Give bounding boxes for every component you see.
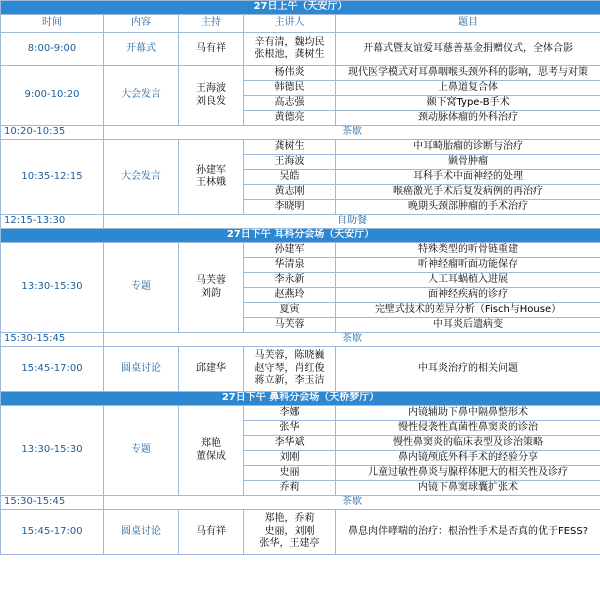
break-row	[1, 496, 600, 510]
session3-host	[179, 243, 244, 333]
break2-time: 15:30-15:45	[1, 333, 104, 347]
topic: 晚期头颈部肿瘤的手术治疗	[336, 200, 600, 215]
session6-speakers	[244, 510, 336, 555]
opening-content: 开幕式	[104, 33, 179, 66]
host-line: 郑艳	[201, 438, 221, 449]
topic: 面神经疾病的诊疗	[336, 288, 600, 303]
banner-ear-title: 27日下午 耳科分会场（天安厅）	[1, 229, 600, 243]
session1-host	[179, 66, 244, 126]
speaker: 吴皓	[244, 170, 336, 185]
topic: 颈动脉体瘤的外科治疗	[336, 111, 600, 126]
lunch-label: 自助餐	[104, 215, 600, 229]
header-topic: 题目	[336, 15, 600, 33]
topic: 完壁式技术的差异分析（Fisch与House）	[336, 303, 600, 318]
speaker: 黄志刚	[244, 185, 336, 200]
session5-host	[179, 406, 244, 496]
topic: 鼻内镜颅底外科手术的经验分享	[336, 451, 600, 466]
header-content: 内容	[104, 15, 179, 33]
topic: 儿童过敏性鼻炎与腺样体肥大的相关性及诊疗	[336, 466, 600, 481]
speaker-line: 张华，王建亭	[259, 538, 320, 550]
opening-host: 马有祥	[179, 33, 244, 66]
session4-speakers	[244, 347, 336, 392]
session3-time: 13:30-15:30	[1, 243, 104, 333]
host-line: 王林娥	[196, 177, 226, 188]
speaker: 李娜	[244, 406, 336, 421]
opening-speakers	[244, 33, 336, 66]
header-time: 时间	[1, 15, 104, 33]
opening-time: 8:00-9:00	[1, 33, 104, 66]
lunch-row	[1, 215, 600, 229]
topic: 颞骨肿瘤	[336, 155, 600, 170]
session6-content: 圆桌讨论	[104, 510, 179, 555]
session3-content: 专题	[104, 243, 179, 333]
session1-content: 大会发言	[104, 66, 179, 126]
topic: 现代医学模式对耳鼻咽喉头颈外科的影响，思考与对策	[336, 66, 600, 81]
topic: 喉癌激光手术后复发病例的再治疗	[336, 185, 600, 200]
header-speaker: 主讲人	[244, 15, 336, 33]
speaker: 赵燕玲	[244, 288, 336, 303]
speaker: 马芙蓉	[244, 318, 336, 333]
session4-host: 邱建华	[179, 347, 244, 392]
banner-morning	[1, 1, 600, 15]
speaker: 李晓明	[244, 200, 336, 215]
session1-time: 9:00-10:20	[1, 66, 104, 126]
speaker: 杨伟炎	[244, 66, 336, 81]
topic: 听神经瘤听面功能保存	[336, 258, 600, 273]
speaker: 乔莉	[244, 481, 336, 496]
session6-topic: 鼻息肉伴哮喘的治疗：根治性手术是否真的优于FESS?	[336, 510, 600, 555]
opening-speaker-line: 张根池，龚树生	[254, 49, 325, 60]
session5-row	[1, 406, 600, 421]
host-line: 孙建军	[196, 164, 226, 176]
speaker-line: 赵守琴，肖红俊	[254, 362, 325, 374]
speaker: 韩德民	[244, 81, 336, 96]
speaker-line: 马芙蓉，陈晓巍	[254, 350, 325, 362]
session2-content: 大会发言	[104, 140, 179, 215]
session4-row	[1, 347, 600, 392]
break1-label: 茶歇	[104, 126, 600, 140]
topic: 内镜下鼻窦球囊扩张术	[336, 481, 600, 496]
host-line: 董保成	[196, 450, 226, 462]
banner-morning-title: 27日上午（天安厅）	[1, 1, 600, 15]
topic: 上鼻道复合体	[336, 81, 600, 96]
speaker: 史丽	[244, 466, 336, 481]
topic: 中耳畸胎瘤的诊断与治疗	[336, 140, 600, 155]
opening-row	[1, 33, 600, 66]
session5-content: 专题	[104, 406, 179, 496]
session3-row	[1, 243, 600, 258]
banner-ear	[1, 229, 600, 243]
speaker-line: 蒋立新，李玉洁	[254, 375, 325, 387]
break2-label: 茶歇	[104, 333, 600, 347]
speaker: 刘刚	[244, 451, 336, 466]
speaker: 黄德亮	[244, 111, 336, 126]
session6-time: 15:45-17:00	[1, 510, 104, 555]
speaker: 李华斌	[244, 436, 336, 451]
topic: 内镜辅助下鼻中隔鼻整形术	[336, 406, 600, 421]
speaker: 华清泉	[244, 258, 336, 273]
header-row	[1, 15, 600, 33]
session5-time: 13:30-15:30	[1, 406, 104, 496]
session4-topic: 中耳炎治疗的相关问题	[336, 347, 600, 392]
session2-time: 10:35-12:15	[1, 140, 104, 215]
topic: 特殊类型的听骨链重建	[336, 243, 600, 258]
speaker: 张华	[244, 421, 336, 436]
topic: 颞下窝Type-B手术	[336, 96, 600, 111]
host-line: 马芙蓉	[196, 275, 226, 286]
speaker: 孙建军	[244, 243, 336, 258]
session2-row	[1, 140, 600, 155]
session6-host: 马有祥	[179, 510, 244, 555]
break3-time: 15:30-15:45	[1, 496, 104, 510]
speaker: 李永新	[244, 273, 336, 288]
topic: 中耳炎后遗病变	[336, 318, 600, 333]
break-row	[1, 333, 600, 347]
banner-nose	[1, 392, 600, 406]
banner-nose-title: 27日下午 鼻科分会场（天桥梦厅）	[1, 392, 600, 406]
speaker: 龚树生	[244, 140, 336, 155]
topic: 慢性侵袭性真菌性鼻窦炎的诊治	[336, 421, 600, 436]
session6-row	[1, 510, 600, 555]
speaker-line: 史丽，刘刚	[264, 525, 315, 537]
break-row	[1, 126, 600, 140]
opening-topic: 开幕式暨友谊爱耳慈善基金捐赠仪式，全体合影	[336, 33, 600, 66]
speaker: 高志强	[244, 96, 336, 111]
break1-time: 10:20-10:35	[1, 126, 104, 140]
session2-host	[179, 140, 244, 215]
topic: 耳科手术中面神经的处理	[336, 170, 600, 185]
host-line: 刘良发	[196, 95, 226, 107]
session1-row	[1, 66, 600, 81]
topic: 慢性鼻窦炎的临床表型及诊治策略	[336, 436, 600, 451]
opening-speaker-line: 辛有清，魏均民	[254, 36, 325, 48]
host-line: 王海波	[196, 83, 226, 94]
speaker: 王海波	[244, 155, 336, 170]
header-host: 主持	[179, 15, 244, 33]
lunch-time: 12:15-13:30	[1, 215, 104, 229]
session4-content: 圆桌讨论	[104, 347, 179, 392]
speaker-line: 郑艳，乔莉	[264, 513, 315, 525]
topic: 人工耳蜗植入进展	[336, 273, 600, 288]
host-line: 刘韵	[201, 287, 221, 299]
speaker: 夏寅	[244, 303, 336, 318]
break3-label: 茶歇	[104, 496, 600, 510]
session4-time: 15:45-17:00	[1, 347, 104, 392]
